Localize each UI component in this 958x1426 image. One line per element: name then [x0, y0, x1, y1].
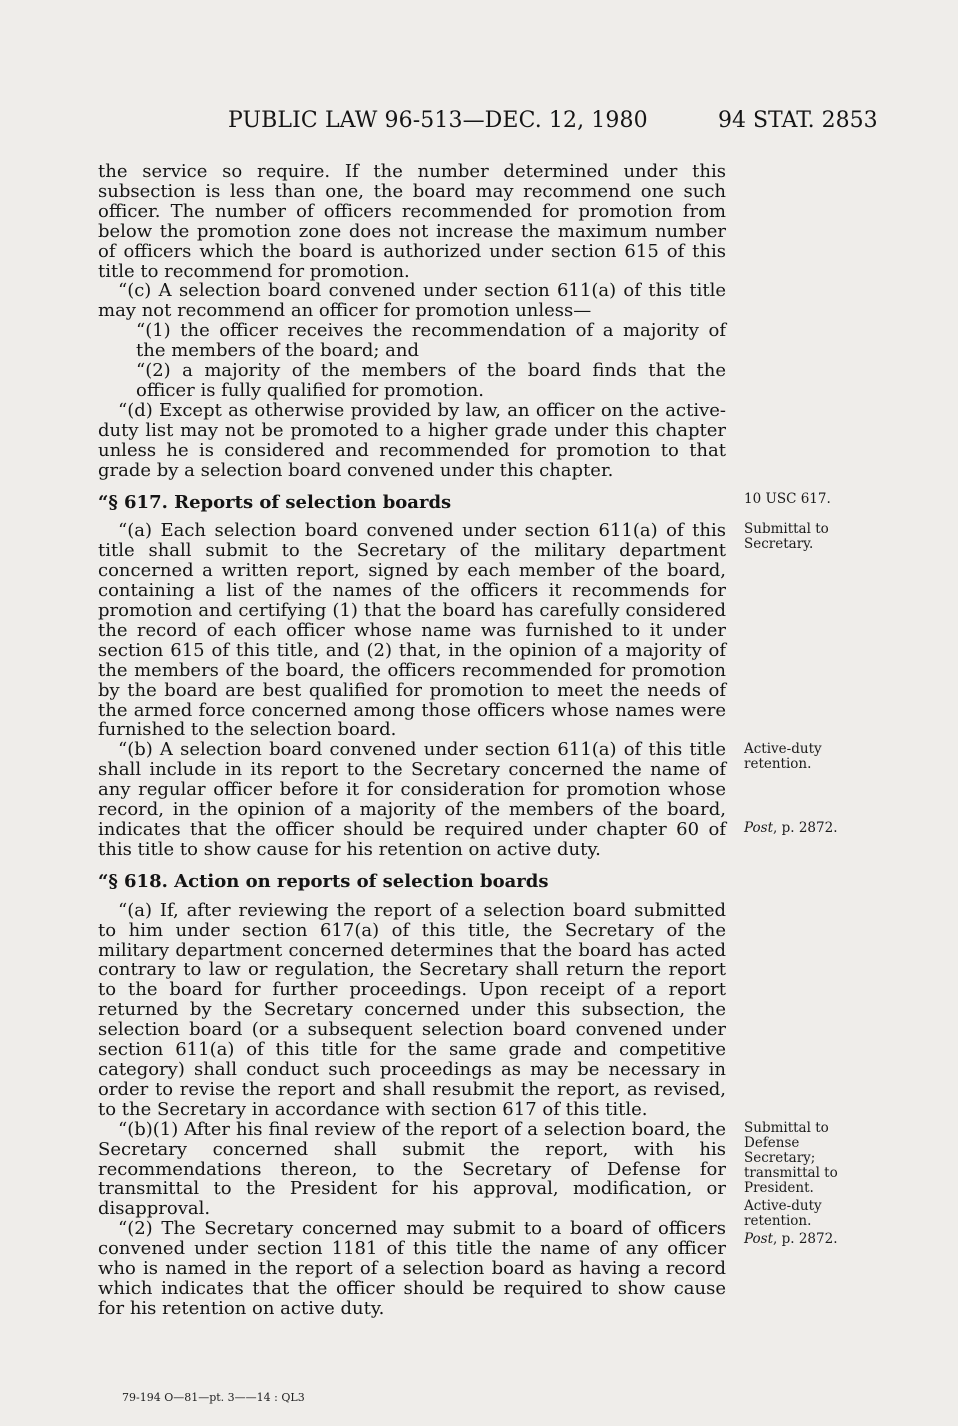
margin-note-usc-617: 10 USC 617. [744, 491, 831, 507]
paragraph-617-b: “(b) A selection board convened under section 611(a) of this title shall include in its report to the Secretary concerned the name of any regular officer before it for consideration for promotion whose record, in the opinion of a majority of the members of the board, indicates that the officer should be required under chapter 60 of this title to show cause for his retention on active duty. [98, 739, 726, 860]
post-page-2: , p. 2872. [773, 1231, 838, 1247]
post-italic-2: Post [744, 1231, 774, 1247]
margin-note-active-duty-retention: Active-duty retention. [744, 741, 822, 772]
paragraph-617-a: “(a) Each selection board convened under section 611(a) of this title shall submit to the Secretary of the military department concerned a written report, signed by each member of the board, containing a list of the names of the officers it recommends for promotion and certifying (1) that the board has carefully considered the record of each officer whose name was furnished to it under section 615 of this title, and (2) that, in the opinion of a majority of the members of the board, the officers recommended for promotion by the board are best qualified for promotion to meet the needs of the armed force concerned among those officers whose names were furnished to the selection board. [98, 520, 726, 741]
page-header [0, 108, 958, 138]
paragraph-c: “(c) A selection board convened under section 611(a) of this title may not recommend an officer for promotion unless— [98, 280, 726, 322]
post-page: , p. 2872. [773, 820, 838, 836]
paragraph-d: “(d) Except as otherwise provided by law, an officer on the active-duty list may not be promoted to a higher grade under this chapter unless he is considered and recommended for promotion to that grade by a selection board convened under this chapter. [98, 399, 726, 481]
section-618-heading: “§ 618. Action on reports of selection boards [98, 870, 549, 892]
page-body [98, 162, 726, 1319]
paragraph-c-2: “(2) a majority of the members of the board finds that the officer is fully qualified for promotion. [136, 360, 726, 401]
paragraph-continuation: the service so require. If the number determined under this subsection is less than one, the board may recommend one such officer. The number of officers recommended for promotion from below the promotion zone does not increase the maximum number of officers which the board is authorized under section 615 of this title to recommend for promotion. [98, 161, 726, 282]
header-title: PUBLIC LAW 96-513—DEC. 12, 1980 [228, 108, 648, 133]
paragraph-618-b-2: “(2) The Secretary concerned may submit to a board of officers convened under section 1181 of this title the name of any officer who is named in the report of a selection board as having a record which indicates that the officer should be required to show cause for his retention on active duty. [98, 1218, 726, 1319]
paragraph-c-1: “(1) the officer receives the recommendation of a majority of the members of the board; and [136, 320, 726, 362]
margin-note-active-duty-retention-2: Active-duty retention. [744, 1198, 822, 1229]
header-stat-citation: 94 STAT. 2853 [718, 108, 878, 133]
margin-note-submittal-secretary: Submittal to Secretary. [744, 521, 829, 552]
paragraph-618-a: “(a) If, after reviewing the report of a selection board submitted to him under section 617(a) of this title, the Secretary of the military department concerned determines that the board has acted contrary to law or regulation, the Secretary shall return the report to the board for further proceedings. Upon receipt of a report returned by the Secretary concerned under this subsection, the selection board (or a subsequent selection board convened under section 611(a) of this title for the same grade and competitive category) shall conduct such proceedings as may be necessary in order to revise the report and shall resubmit the report, as revised, to the Secretary in accordance with section 617 of this title. [98, 899, 726, 1120]
post-italic: Post [744, 820, 774, 836]
margin-note-submittal-defense: Submittal to Defense Secretary; transmittal to President. [744, 1120, 838, 1196]
margin-note-post-reference-2 [744, 1232, 854, 1247]
printing-code-footer: 79-194 O—81—pt. 3——14 : QL3 [122, 1391, 305, 1404]
section-617-heading: “§ 617. Reports of selection boards [98, 491, 452, 513]
margin-note-post-reference [744, 821, 854, 836]
paragraph-618-b-1: “(b)(1) After his final review of the report of a selection board, the Secretary concerned shall submit the report, with his recommendations thereon, to the Secretary of Defense for transmittal to the President for his approval, modification, or disapproval. [98, 1118, 726, 1220]
